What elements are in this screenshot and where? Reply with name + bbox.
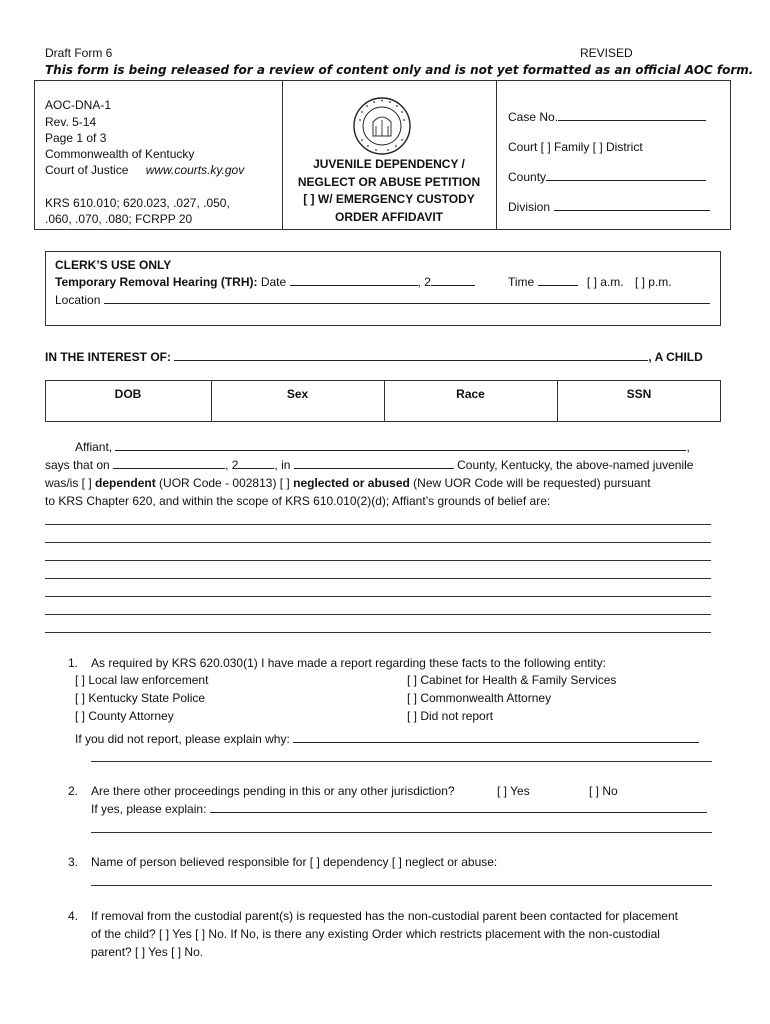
revised-label: REVISED (580, 46, 633, 60)
q3-number: 3. (68, 855, 79, 869)
grounds-line-5[interactable] (45, 596, 711, 597)
q2-text: Are there other proceedings pending in this or any other jurisdiction? (91, 784, 455, 798)
affiant-comma: , (686, 440, 690, 454)
form-revision: Rev. 5-14 (45, 115, 97, 129)
dependent-checkbox[interactable]: was/is [ ] (45, 476, 92, 490)
county-line[interactable] (546, 170, 706, 181)
incident-year-line[interactable] (238, 458, 274, 469)
not-report-explain-line[interactable] (293, 732, 699, 743)
q3-answer-line[interactable] (91, 885, 712, 886)
court-seal-icon (352, 96, 412, 156)
q2-explain-line[interactable] (210, 802, 707, 813)
case-number-label: Case No. (508, 110, 559, 124)
court-of-justice-label: Court of Justice (45, 163, 129, 177)
website-link[interactable]: www.courts.ky.gov (145, 163, 245, 177)
trh-label: Temporary Removal Hearing (TRH): (55, 275, 258, 289)
trh-year-prefix: , 2 (417, 275, 431, 289)
title-line-2: NEGLECT OR ABUSE PETITION (297, 175, 481, 189)
sex-header: Sex (286, 387, 309, 401)
county-kentucky-text: County, Kentucky, the above-named juvenile (457, 458, 694, 472)
q2-no-checkbox[interactable]: [ ] No (589, 784, 618, 798)
q4-number: 4. (68, 909, 79, 923)
not-report-explain-line-2[interactable] (91, 761, 712, 762)
division-field[interactable] (508, 200, 710, 214)
court-type-selector[interactable]: Court [ ] Family [ ] District (508, 140, 643, 154)
county-field[interactable] (508, 170, 706, 184)
dob-header: DOB (114, 387, 142, 401)
commonwealth-label: Commonwealth of Kentucky (45, 147, 195, 161)
incident-year-prefix: , 2 (225, 458, 239, 472)
says-on-label: says that on (45, 458, 110, 472)
q2-explain-field[interactable] (91, 802, 707, 816)
grounds-of-belief-text: to KRS Chapter 620, and within the scope of KRS 610.010(2)(d); Affiant’s grounds of belief are: (45, 494, 551, 508)
title-line-3[interactable]: [ ] W/ EMERGENCY CUSTODY (303, 192, 475, 206)
cabinet-checkbox[interactable]: [ ] Cabinet for Health & Family Services (407, 673, 617, 687)
trh-date-label: Date (260, 275, 287, 289)
trh-date-field[interactable] (55, 275, 475, 289)
location-line[interactable] (104, 293, 710, 304)
uor-code-neglect: (New UOR Code will be requested) pursuant (413, 476, 651, 490)
child-name-line[interactable] (174, 350, 648, 361)
title-line-1: JUVENILE DEPENDENCY / (313, 157, 465, 171)
pm-checkbox[interactable]: [ ] p.m. (634, 275, 672, 289)
affiant-field[interactable] (75, 440, 690, 454)
q2-yes-checkbox[interactable]: [ ] Yes (497, 784, 530, 798)
q2-number: 2. (68, 784, 79, 798)
commonwealth-attorney-checkbox[interactable]: [ ] Commonwealth Attorney (407, 691, 552, 705)
division-label: Division (508, 200, 551, 214)
krs-line-1: KRS 610.010; 620.023, .027, .050, (45, 196, 230, 210)
grounds-line-2[interactable] (45, 542, 711, 543)
grounds-line-4[interactable] (45, 578, 711, 579)
grounds-line-7[interactable] (45, 632, 711, 633)
affiant-name-line[interactable] (115, 440, 686, 451)
division-line[interactable] (554, 200, 710, 211)
krs-line-2: .060, .070, .080; FCRPP 20 (45, 212, 193, 226)
form-number: AOC-DNA-1 (45, 98, 112, 112)
header-divider-right (496, 80, 497, 230)
am-checkbox[interactable]: [ ] a.m. (586, 275, 624, 289)
location-label: Location (55, 293, 101, 307)
trh-year-line[interactable] (431, 275, 475, 286)
draft-label: Draft Form 6 (45, 46, 113, 60)
page-number: Page 1 of 3 (45, 131, 107, 145)
q2-explain-line-2[interactable] (91, 832, 712, 833)
dependent-label: dependent (95, 476, 156, 490)
uor-code-dependent[interactable]: (UOR Code - 002813) [ ] (159, 476, 290, 490)
clerks-use-heading: CLERK’S USE ONLY (55, 258, 172, 272)
county-attorney-checkbox[interactable]: [ ] County Attorney (75, 709, 174, 723)
case-number-line[interactable] (558, 110, 706, 121)
court-of-justice-line (45, 163, 244, 177)
title-line-4: ORDER AFFIDAVIT (335, 210, 443, 224)
grounds-line-6[interactable] (45, 614, 711, 615)
q4-line-2[interactable]: of the child? [ ] Yes [ ] No. If No, is there any existing Order which restricts placement with the non-custodial (91, 927, 660, 941)
affiant-label: Affiant, (75, 440, 113, 454)
interest-of-field[interactable] (45, 350, 703, 364)
a-child-label: , A CHILD (648, 350, 703, 364)
q4-line-3[interactable]: parent? [ ] Yes [ ] No. (91, 945, 204, 959)
q1-text: As required by KRS 620.030(1) I have made a report regarding these facts to the following entity: (91, 656, 606, 670)
not-report-explain-label: If you did not report, please explain why: (75, 732, 290, 746)
review-notice: This form is being released for a review of content only and is not yet formatted as an official AOC form. (45, 63, 754, 77)
q2-explain-label: If yes, please explain: (91, 802, 207, 816)
q1-number: 1. (68, 656, 79, 670)
did-not-report-checkbox[interactable]: [ ] Did not report (407, 709, 494, 723)
q4-line-1: If removal from the custodial parent(s) is requested has the non-custodial parent been contacted for placement (91, 909, 678, 923)
trh-time-line[interactable] (538, 275, 578, 286)
header-divider-left (282, 80, 283, 230)
case-number-field[interactable] (508, 110, 706, 124)
local-law-enforcement-checkbox[interactable]: [ ] Local law enforcement (75, 673, 209, 687)
race-header: Race (456, 387, 485, 401)
incident-date-line[interactable] (113, 458, 225, 469)
trh-location-field[interactable] (55, 293, 710, 307)
dependency-type-line (45, 476, 651, 490)
interest-of-label: IN THE INTEREST OF: (45, 350, 171, 364)
grounds-line-1[interactable] (45, 524, 711, 525)
trh-time-field[interactable] (508, 275, 672, 289)
grounds-line-3[interactable] (45, 560, 711, 561)
in-label: , in (274, 458, 291, 472)
trh-date-line[interactable] (290, 275, 418, 286)
incident-county-line[interactable] (294, 458, 454, 469)
says-that-on-line (45, 458, 693, 472)
not-report-explain-field[interactable] (75, 732, 699, 746)
county-label: County (508, 170, 547, 184)
trh-time-label: Time (508, 275, 535, 289)
ssn-header: SSN (626, 387, 652, 401)
q3-text[interactable]: Name of person believed responsible for [ ] dependency [ ] neglect or abuse: (91, 855, 498, 869)
neglected-abused-label: neglected or abused (293, 476, 410, 490)
kentucky-state-police-checkbox[interactable]: [ ] Kentucky State Police (75, 691, 206, 705)
